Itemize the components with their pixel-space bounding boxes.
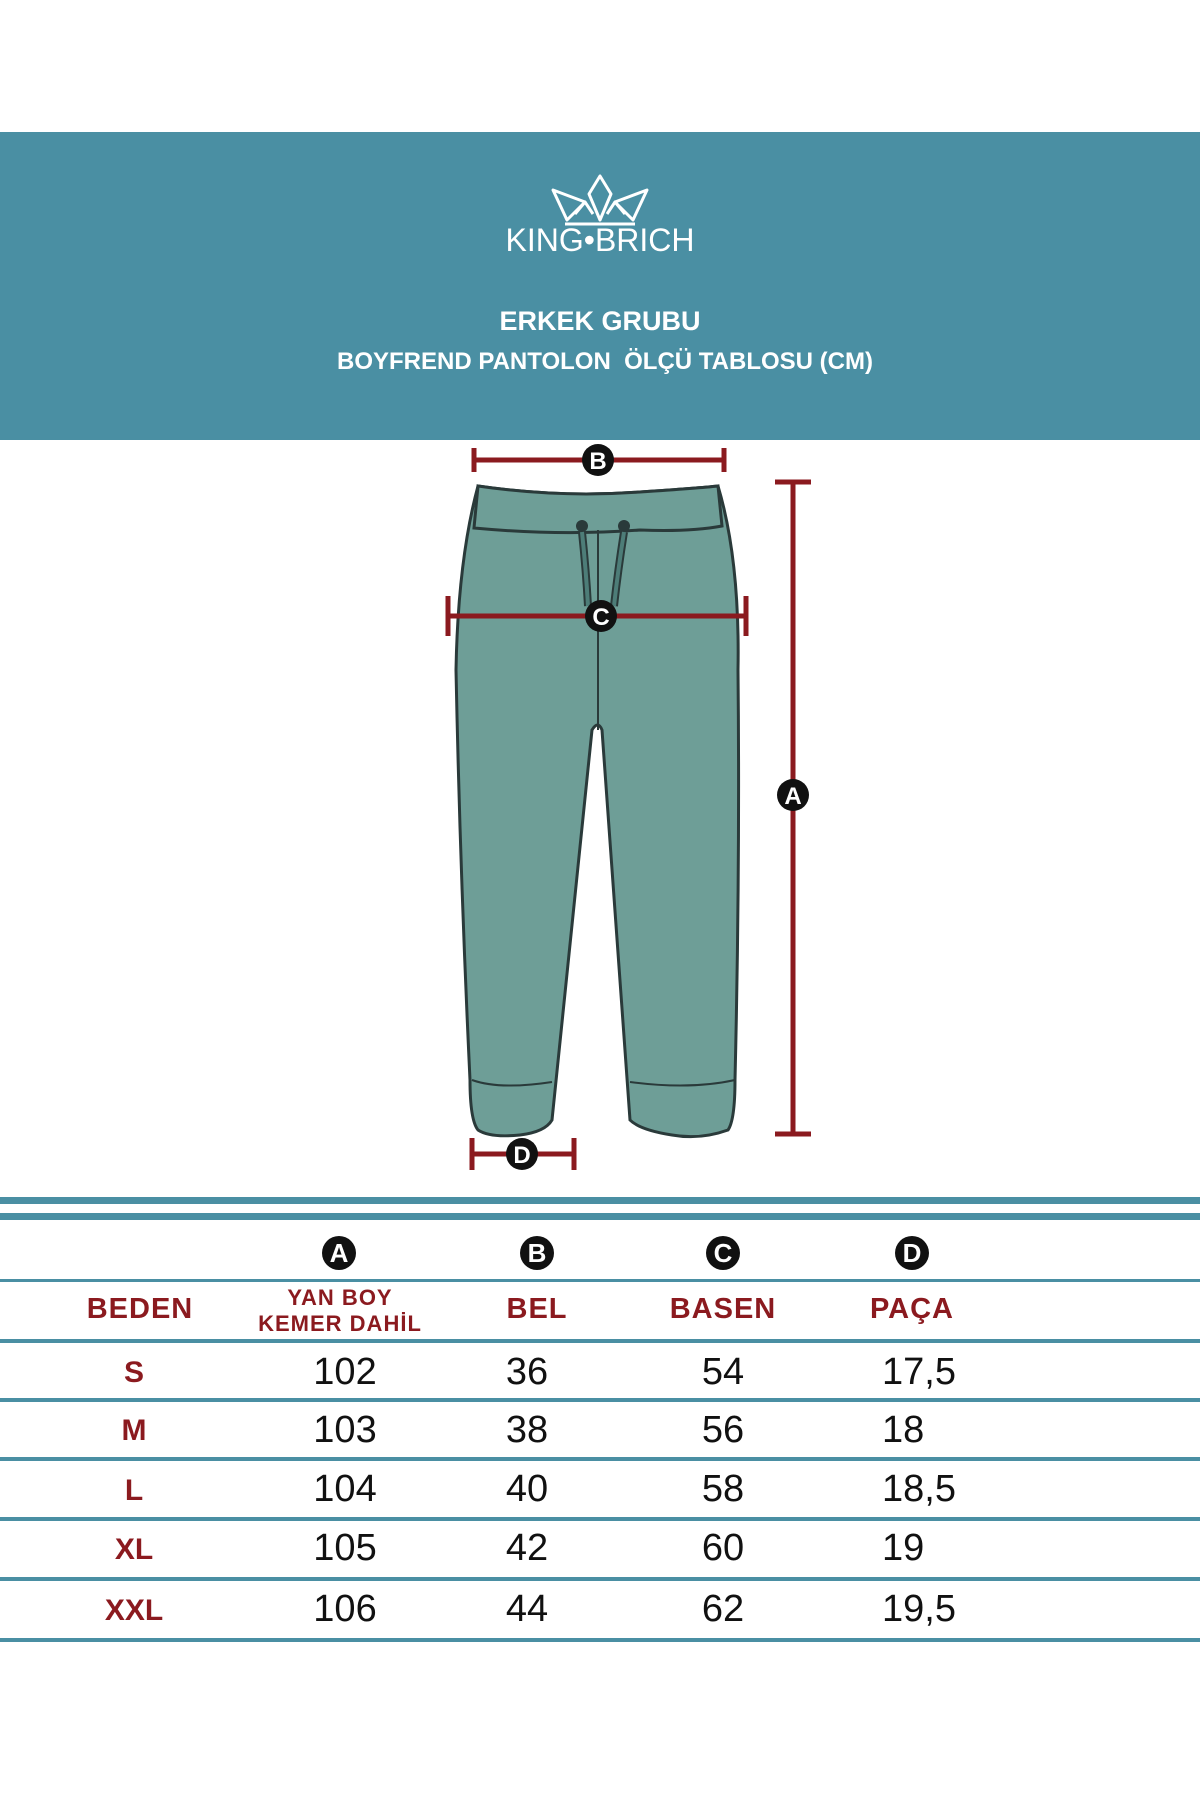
value-a: 102 (313, 1351, 377, 1393)
column-c-badge: C (706, 1236, 740, 1270)
value-b: 36 (505, 1351, 549, 1393)
size-label: M (121, 1414, 147, 1447)
value-c: 56 (701, 1409, 745, 1451)
size-label: XXL (104, 1594, 164, 1627)
header-divider (0, 1279, 1200, 1282)
row-divider (0, 1457, 1200, 1461)
value-d: 17,5 (882, 1351, 956, 1393)
size-label: S (123, 1356, 144, 1389)
table-bottom-rule (0, 1638, 1200, 1642)
svg-text:B: B (589, 448, 607, 475)
size-label: XL (114, 1533, 154, 1566)
row-divider (0, 1398, 1200, 1402)
value-b: 40 (505, 1468, 549, 1510)
value-a: 106 (313, 1588, 377, 1630)
marker-d-badge (506, 1138, 538, 1170)
value-b: 38 (505, 1409, 549, 1451)
column-a-badge: A (322, 1236, 356, 1270)
value-a: 103 (313, 1409, 377, 1451)
page-subtitle: BOYFREND PANTOLON ÖLÇÜ TABLOSU (CM) (337, 348, 873, 375)
value-c: 62 (701, 1588, 745, 1630)
header-d: PAÇA (869, 1293, 955, 1325)
table-top-rule-1 (0, 1197, 1200, 1204)
size-label: L (124, 1474, 144, 1507)
svg-text:A: A (784, 783, 802, 810)
column-d-badge: D (895, 1236, 929, 1270)
value-c: 54 (701, 1351, 745, 1393)
svg-text:D: D (513, 1142, 531, 1169)
value-a: 104 (313, 1468, 377, 1510)
value-d: 18,5 (882, 1468, 956, 1510)
value-b: 42 (505, 1527, 549, 1569)
table-top-rule-2 (0, 1213, 1200, 1220)
header-a-line1: YAN BOY (287, 1285, 393, 1310)
header-c: BASEN (669, 1293, 777, 1325)
row-divider (0, 1577, 1200, 1581)
marker-b-badge (582, 444, 614, 476)
marker-c-badge (585, 600, 617, 632)
header-b: BEL (506, 1293, 568, 1325)
brand-logo-text: KING•BRICH (505, 222, 695, 258)
row-divider (0, 1517, 1200, 1521)
value-d: 19 (882, 1527, 925, 1569)
value-b: 44 (505, 1588, 549, 1630)
value-a: 105 (313, 1527, 377, 1569)
marker-a-badge (777, 779, 809, 811)
value-d: 18 (882, 1409, 925, 1451)
header-a-line2: KEMER DAHİL (258, 1311, 422, 1336)
value-d: 19,5 (882, 1588, 956, 1630)
column-b-badge: B (520, 1236, 554, 1270)
crown-logo-icon (545, 172, 655, 228)
header-size: BEDEN (86, 1293, 194, 1325)
value-c: 60 (701, 1527, 745, 1569)
pants-diagram (0, 440, 1200, 1180)
page-title: ERKEK GRUBU (499, 306, 701, 336)
row-divider (0, 1339, 1200, 1343)
value-c: 58 (701, 1468, 745, 1510)
svg-text:C: C (592, 604, 610, 631)
pants-waistband (474, 486, 722, 533)
